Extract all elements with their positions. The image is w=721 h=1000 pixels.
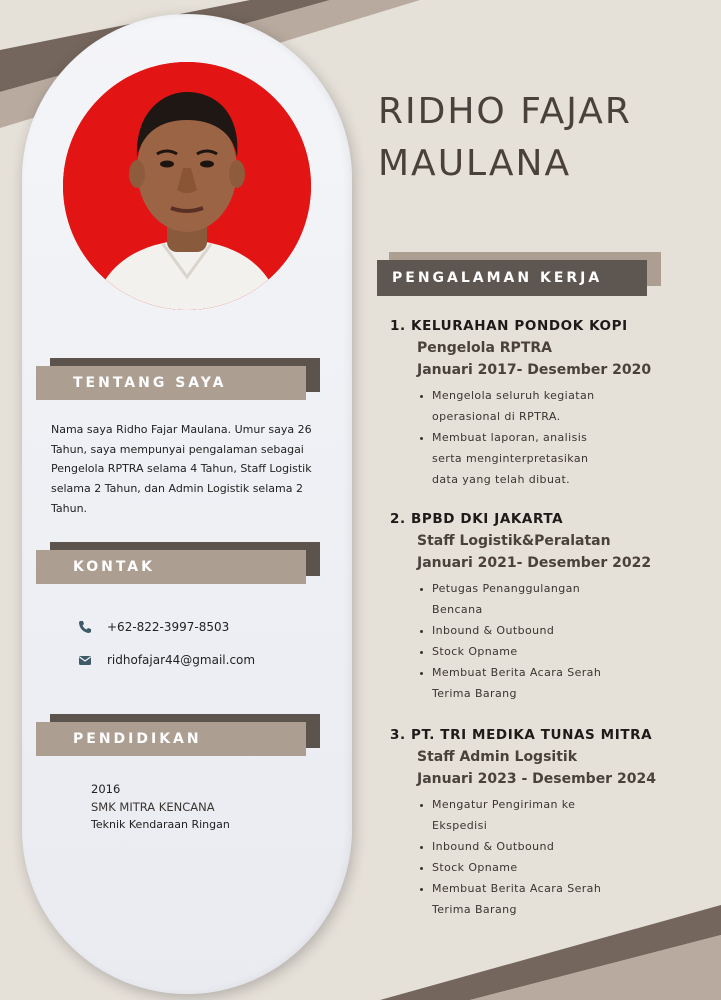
- job-duties: [390, 578, 651, 704]
- job-duty: • Inbound & Outbound: [432, 620, 607, 641]
- education-year: 2016: [91, 782, 121, 796]
- education-heading: PENDIDIKAN: [36, 722, 306, 756]
- profile-name: [378, 86, 632, 190]
- job-entry: [390, 724, 656, 920]
- job-duty: • Stock Opname: [432, 641, 607, 662]
- job-role: Pengelola RPTRA: [417, 340, 552, 356]
- name-line-2: MAULANA: [378, 143, 572, 184]
- job-company: 3. PT. TRI MEDIKA TUNAS MITRA: [390, 727, 653, 743]
- job-duties: [390, 794, 656, 920]
- job-role: Staff Admin Logsitik: [417, 749, 578, 765]
- contact-heading: KONTAK: [36, 550, 306, 584]
- job-duties: [390, 385, 651, 490]
- job-entry: [390, 508, 651, 704]
- job-duty: • Stock Opname: [432, 857, 607, 878]
- contact-phone[interactable]: [77, 619, 229, 635]
- job-duty: • Membuat Berita Acara Serah Terima Barang: [432, 878, 607, 920]
- job-period: Januari 2021- Desember 2022: [417, 555, 652, 571]
- about-text: Nama saya Ridho Fajar Maulana. Umur saya 26 Tahun, saya mempunyai pengalaman sebagai Pengelola RPTRA selama 4 Tahun, Staff Logistik selama 2 Tahun, dan Admin Logistik selama 2 Tahun.: [51, 423, 312, 515]
- about-header: [36, 366, 320, 400]
- name-line-1: RIDHO FAJAR: [378, 91, 632, 132]
- job-period: Januari 2023 - Desember 2024: [417, 771, 656, 787]
- phone-number: +62-822-3997-8503: [107, 620, 230, 634]
- about-heading: TENTANG SAYA: [36, 366, 306, 400]
- experience-heading: PENGALAMAN KERJA: [377, 260, 647, 296]
- mail-icon: [77, 652, 93, 668]
- email-address: ridhofajar44@gmail.com: [107, 653, 256, 667]
- profile-photo: [63, 62, 311, 310]
- job-role: Staff Logistik&Peralatan: [417, 533, 611, 549]
- education-header: [36, 722, 320, 756]
- contact-header: [36, 550, 320, 584]
- job-company: 2. BPBD DKI JAKARTA: [390, 511, 564, 527]
- education-major: Teknik Kendaraan Ringan: [91, 818, 230, 831]
- job-duty: • Mengelola seluruh kegiatan operasional di RPTRA.: [432, 385, 607, 427]
- job-entry: [390, 315, 651, 490]
- experience-header: [377, 252, 661, 296]
- phone-icon: [77, 619, 93, 635]
- job-duty: • Inbound & Outbound: [432, 836, 607, 857]
- job-period: Januari 2017- Desember 2020: [417, 362, 652, 378]
- contact-email[interactable]: [77, 652, 255, 668]
- job-duty: • Membuat laporan, analisis serta menginterpretasikan data yang telah dibuat.: [432, 427, 607, 490]
- job-company: 1. KELURAHAN PONDOK KOPI: [390, 318, 628, 334]
- job-duty: • Petugas Penanggulangan Bencana: [432, 578, 607, 620]
- job-duty: • Mengatur Pengiriman ke Ekspedisi: [432, 794, 607, 836]
- education-school: SMK MITRA KENCANA: [91, 800, 215, 814]
- job-duty: • Membuat Berita Acara Serah Terima Barang: [432, 662, 607, 704]
- education-entry: [91, 780, 230, 834]
